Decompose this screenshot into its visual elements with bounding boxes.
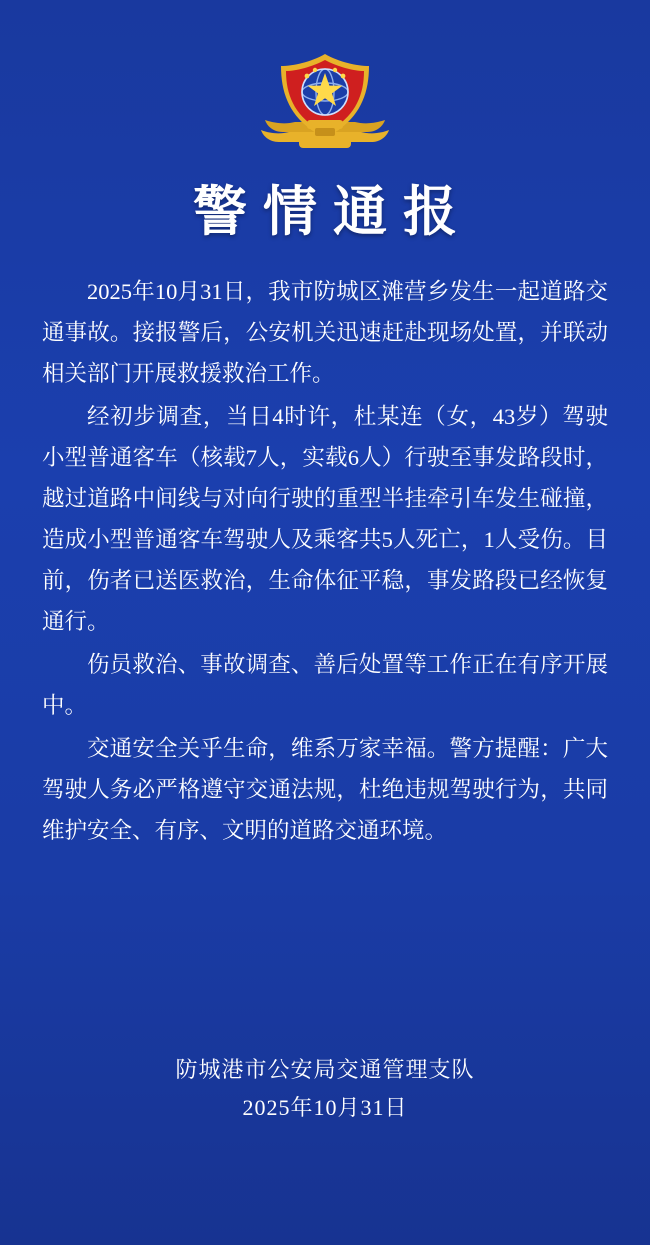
signature-block xyxy=(0,1051,650,1127)
notice-body xyxy=(42,271,608,853)
notice-paragraph: 经初步调查，当日4时许，杜某连（女，43岁）驾驶小型普通客车（核载7人，实载6人）行驶至事发路段时，越过道路中间线与对向行驶的重型半挂牵引车发生碰撞，造成小型普通客车驾驶人及乘客共5人死亡，1人受伤。目前，伤者已送医救治，生命体征平稳，事发路段已经恢复通行。 xyxy=(42,403,608,634)
issue-date: 2025年10月31日 xyxy=(242,1095,408,1120)
issuing-authority: 防城港市公安局交通管理支队 xyxy=(175,1057,475,1082)
notice-paragraph: 伤员救治、事故调查、善后处置等工作正在有序开展中。 xyxy=(42,651,608,718)
page-title: 警情通报 xyxy=(193,182,473,242)
police-badge-emblem xyxy=(255,46,395,158)
notice-paragraph: 2025年10月31日，我市防城区滩营乡发生一起道路交通事故。接报警后，公安机关迅速赶赴现场处置，并联动相关部门开展救援救治工作。 xyxy=(42,278,608,386)
notice-paragraph: 交通安全关乎生命，维系万家幸福。警方提醒：广大驾驶人务必严格遵守交通法规，杜绝违规驾驶行为，共同维护安全、有序、文明的道路交通环境。 xyxy=(42,735,608,843)
